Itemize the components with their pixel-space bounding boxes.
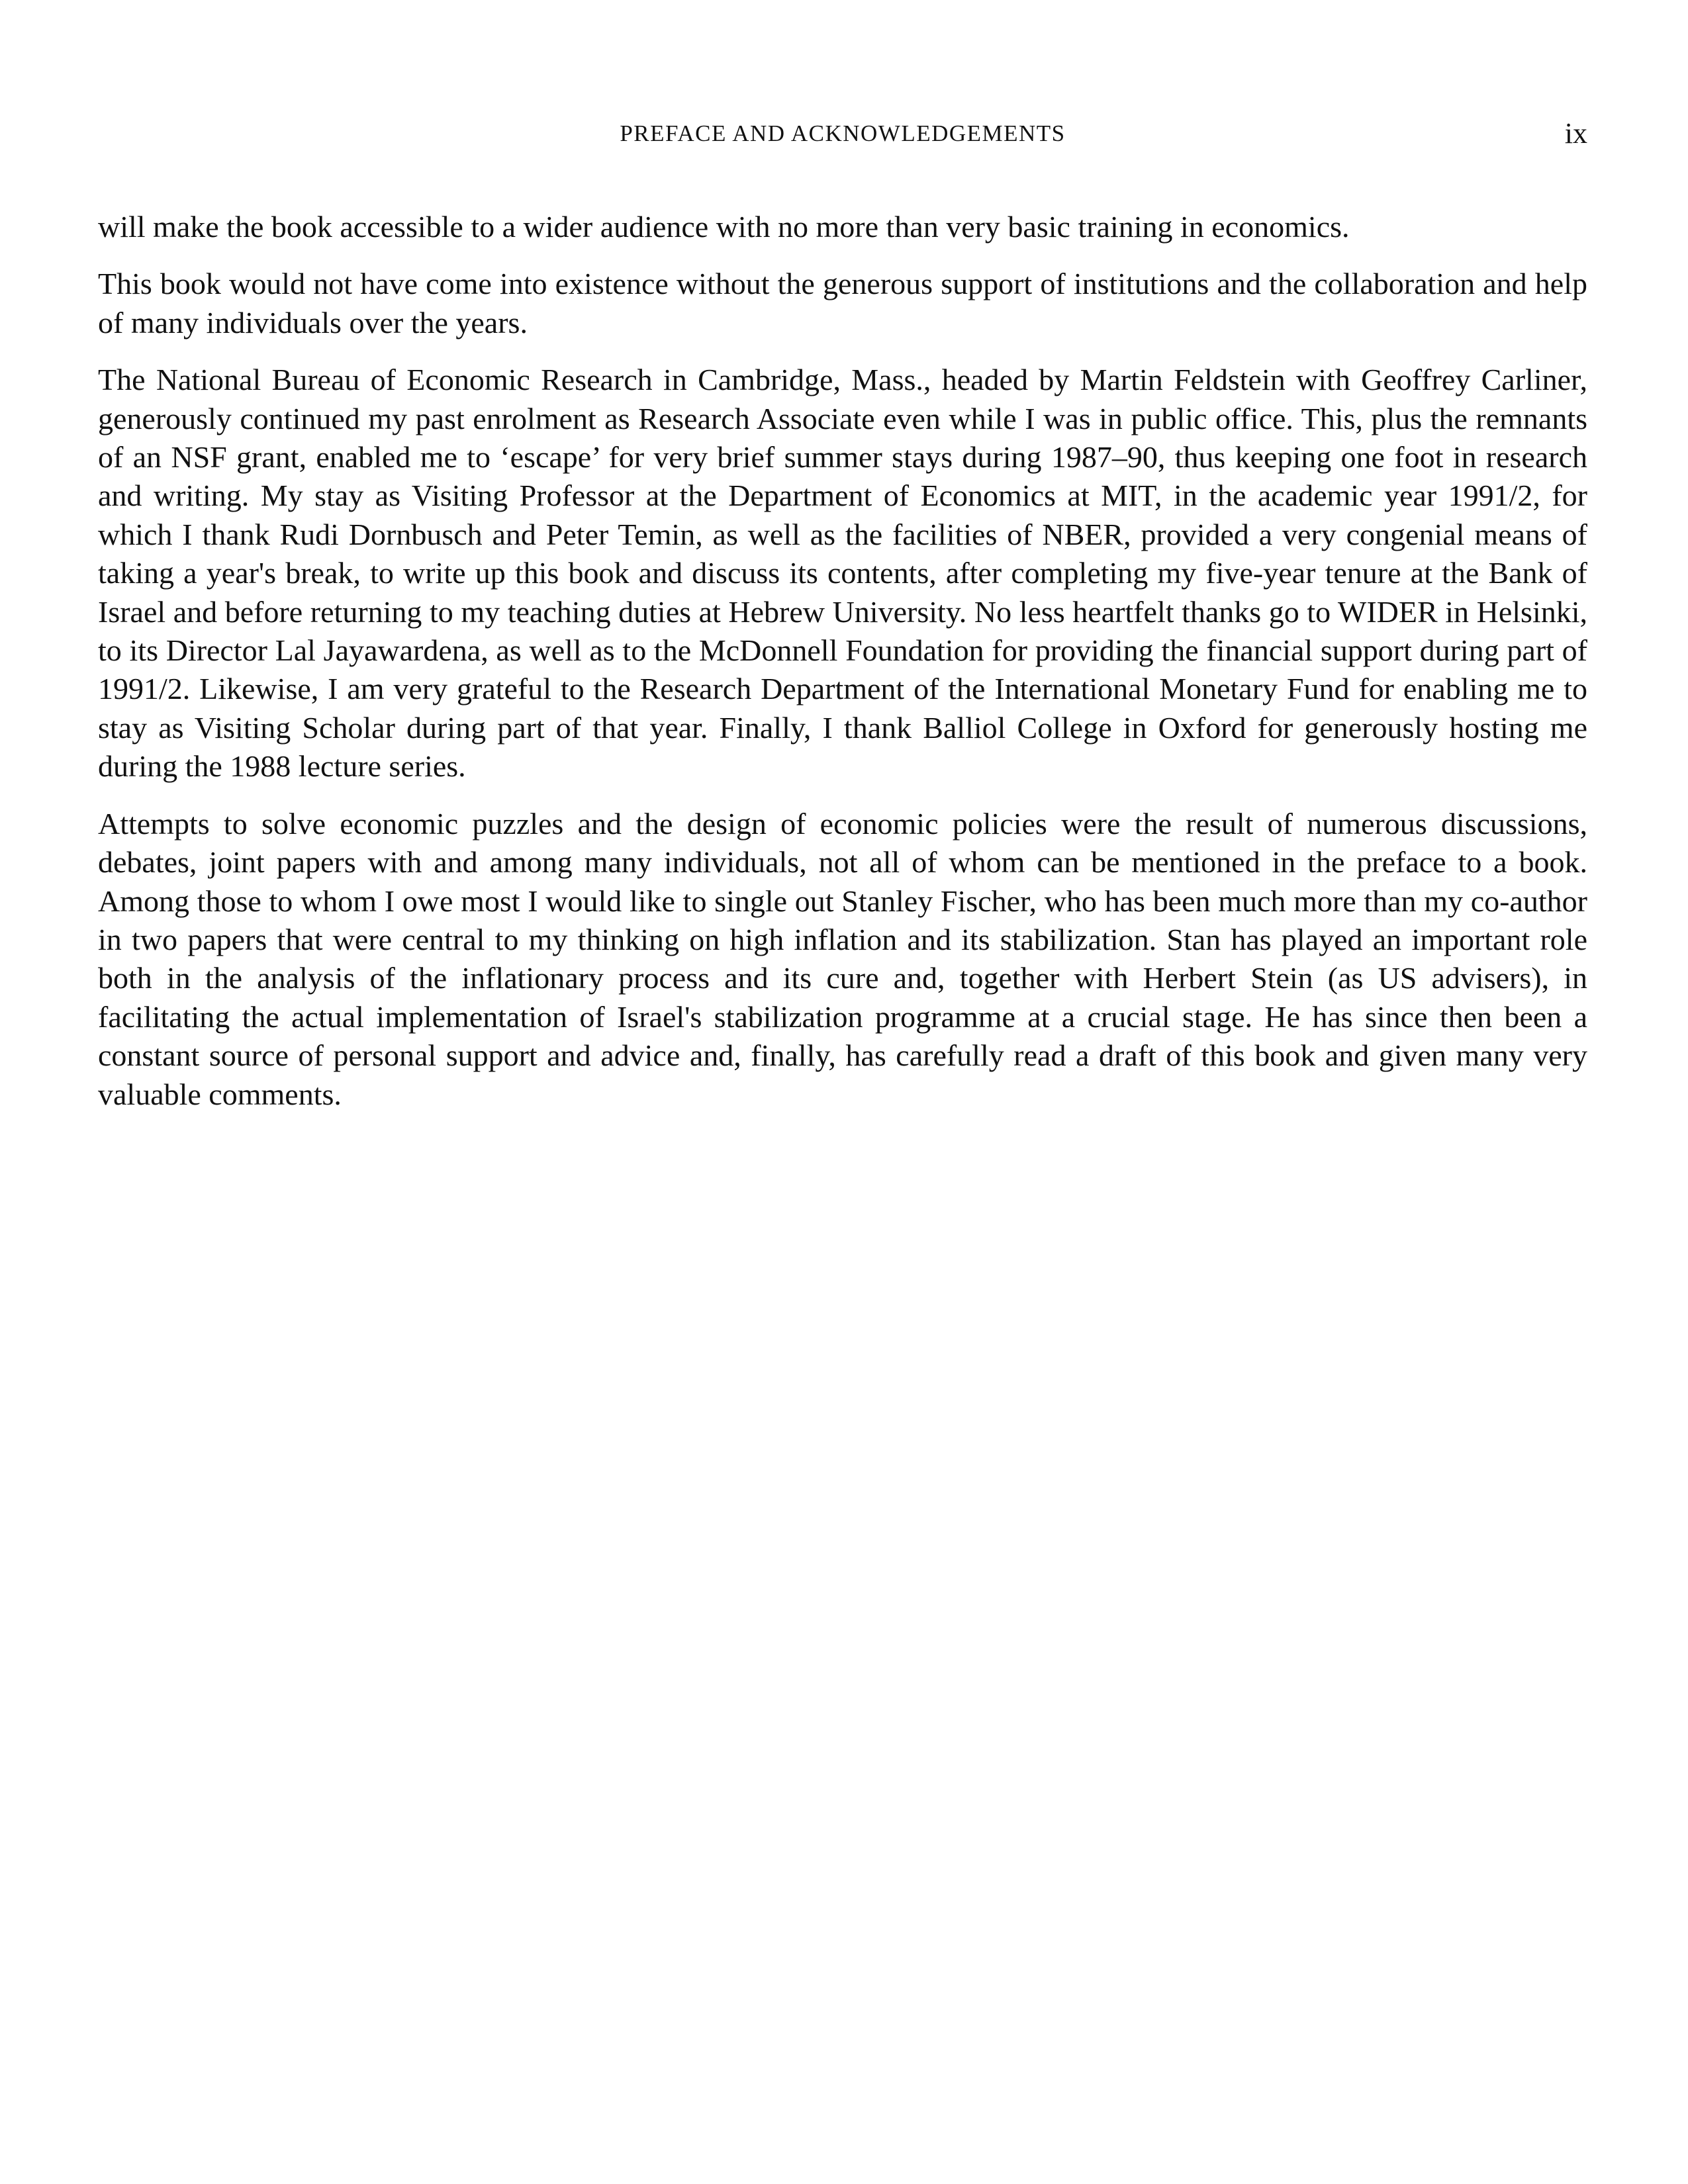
paragraph-institutions: The National Bureau of Economic Research in Cambridge, Mass., headed by Martin Feldstein with Geoffrey Carliner, generously continued my past enrolment as Research Associate even while I was in public office. This, plus the remnants of an NSF grant, enabled me to ‘escape’ for very brief summer stays during 1987–90, thus keeping one foot in research and writing. My stay as Visiting Professor at the Department of Economics at MIT, in the academic year 1991/2, for which I thank Rudi Dornbusch and Peter Temin, as well as the facilities of NBER, provided a very congenial means of taking a year's break, to write up this book and discuss its contents, after completing my five-year tenure at the Bank of Israel and before returning to my teaching duties at Hebrew University. No less heartfelt thanks go to WIDER in Helsinki, to its Director Lal Jayawardena, as well as to the McDonnell Foundation for providing the financial support during part of 1991/2. Likewise, I am very grateful to the Research Department of the International Monetary Fund for enabling me to stay as Visiting Scholar during part of that year. Finally, I thank Balliol College in Oxford for generously hosting me during the 1988 lecture series. [98,363,1587,784]
body-text [98,208,1587,1132]
page-number: ix [1564,117,1587,150]
paragraph-individuals: Attempts to solve economic puzzles and the design of economic policies were the result of numerous discussions, debates, joint papers with and among many individuals, not all of whom can be mentioned in the preface to a book. Among those to whom I owe most I would like to single out Stanley Fischer, who has been much more than my co-author in two papers that were central to my thinking on high inflation and its stabilization. Stan has played an important role both in the analysis of the inflationary process and its cure and, together with Herbert Stein (as US advisers), in facilitating the actual implementation of Israel's stabilization programme at a crucial stage. He has since then been a constant source of personal support and advice and, finally, has carefully read a draft of this book and given many very valuable comments. [98,806,1587,1111]
paragraph-support-intro: This book would not have come into existence without the generous support of institutions and the collaboration and help of many individuals over the years. [98,267,1587,340]
running-header [98,114,1587,154]
running-title: PREFACE AND ACKNOWLEDGEMENTS [620,120,1066,146]
paragraph-continuation: will make the book accessible to a wider audience with no more than very basic training in economics. [98,210,1350,244]
